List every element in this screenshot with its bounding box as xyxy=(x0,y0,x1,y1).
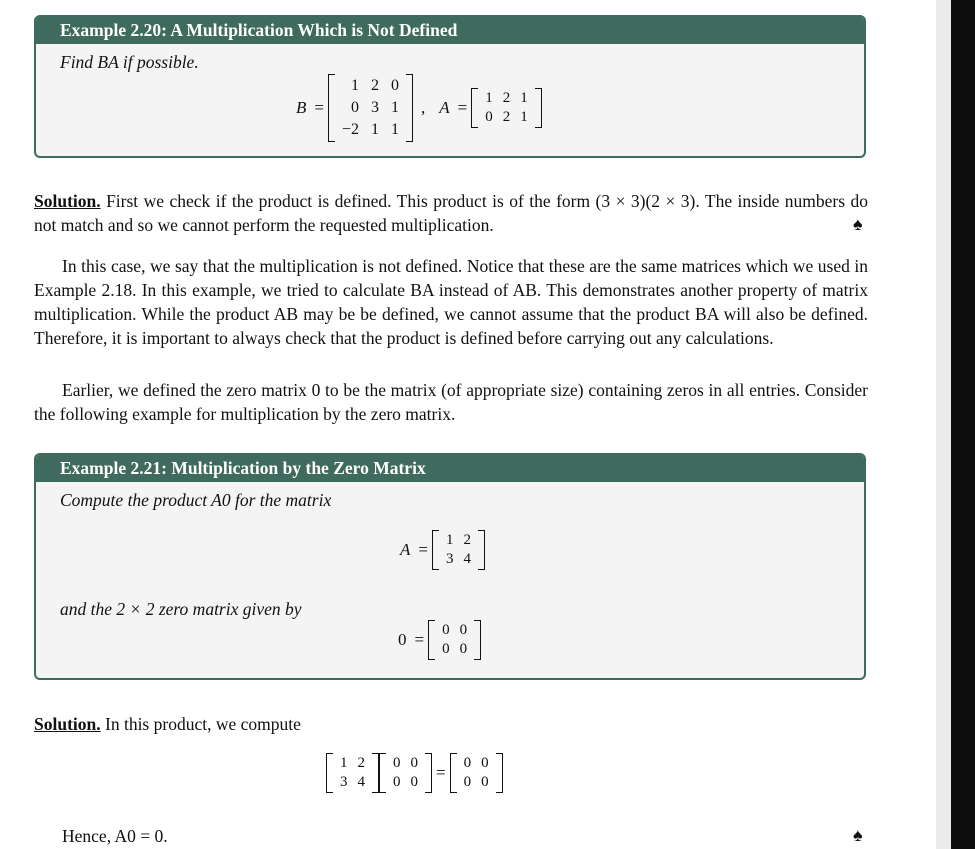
matrix-entry: 2 xyxy=(502,109,511,125)
example-2-20-equation xyxy=(290,74,542,142)
comma: , xyxy=(421,98,426,117)
matrix-a-label: A xyxy=(439,98,450,117)
paragraph-1: In this case, we say that the multiplication is not defined. Notice that these are the same matrices which we used in Example 2.18. In this example, we tried to calculate BA instead of AB. This demonstrates another property of matrix multiplication. While the product AB may be be defined, we cannot assume that the product BA will also be defined. Therefore, it is important to always check that the product is defined before carrying out any calculations. xyxy=(34,256,868,348)
equals-sign: = xyxy=(418,540,428,559)
matrix-entry: 0 xyxy=(351,99,360,116)
viewer-side-bar xyxy=(951,0,975,849)
matrix-entry: 1 xyxy=(520,109,528,125)
equals-sign: = xyxy=(314,98,324,117)
equals-sign: = xyxy=(414,630,425,649)
viewer-margin xyxy=(936,0,951,849)
matrix-a-equation xyxy=(394,530,485,570)
matrix-entry: 1 xyxy=(340,755,348,771)
matrix-middle xyxy=(379,753,432,793)
solution-1 xyxy=(34,189,868,237)
matrix-entry: 3 xyxy=(340,774,348,790)
example-2-20-title: Example 2.20: A Multiplication Which is Not Defined xyxy=(36,17,864,44)
matrix-entry: 2 xyxy=(357,755,365,771)
matrix-entry: 0 xyxy=(481,774,489,790)
equals-sign: = xyxy=(436,763,446,782)
example-2-21-prompt: Compute the product A0 for the matrix xyxy=(60,490,332,510)
matrix-result xyxy=(450,753,503,793)
matrix-entry: −2 xyxy=(341,121,360,138)
matrix-entry: 1 xyxy=(391,121,400,138)
matrix-entry: 2 xyxy=(463,532,471,548)
zero-matrix-label: 0 xyxy=(398,630,407,649)
matrix-entry: 3 xyxy=(445,551,454,567)
matrix-entry: 0 xyxy=(393,774,401,790)
matrix-entry: 2 xyxy=(502,90,511,106)
matrix-entry: 4 xyxy=(463,551,471,567)
example-2-20-box xyxy=(34,15,866,158)
product-equation xyxy=(326,753,503,793)
conclusion: Hence, A0 = 0. xyxy=(62,826,168,846)
matrix-entry: 0 xyxy=(410,774,418,790)
spade-icon: ♠ xyxy=(853,214,863,234)
matrix-entry: 1 xyxy=(520,90,528,106)
equals-sign: = xyxy=(457,98,468,117)
matrix-entry: 0 xyxy=(481,755,489,771)
matrix-entry: 0 xyxy=(391,77,400,94)
matrix-entry: 1 xyxy=(371,121,380,138)
matrix-entry: 0 xyxy=(485,109,493,125)
solution-1-text: First we check if the product is defined. This product is of the form (3 × 3)(2 × 3). The inside numbers do not match and so we cannot perform the requested multiplication. xyxy=(34,191,868,235)
matrix-b xyxy=(328,74,413,142)
example-2-21-box xyxy=(34,453,866,680)
matrix-entry: 1 xyxy=(351,77,360,94)
solution-2-label: Solution. xyxy=(34,714,101,734)
matrix-a xyxy=(432,530,485,570)
matrix-entry: 0 xyxy=(459,641,468,657)
example-2-21-title: Example 2.21: Multiplication by the Zero Matrix xyxy=(36,455,864,482)
spade-icon: ♠ xyxy=(853,825,863,845)
matrix-b-label: B xyxy=(296,98,307,117)
matrix-entry: 0 xyxy=(442,641,450,657)
matrix-a-label: A xyxy=(400,540,411,559)
matrix-entry: 0 xyxy=(459,622,468,638)
matrix-entry: 0 xyxy=(410,755,418,771)
matrix-entry: 0 xyxy=(442,622,450,638)
solution-2 xyxy=(34,712,868,736)
matrix-entry: 3 xyxy=(371,99,380,116)
matrix-entry: 0 xyxy=(463,774,472,790)
matrix-entry: 1 xyxy=(391,99,400,116)
matrix-entry: 4 xyxy=(357,774,365,790)
matrix-entry: 0 xyxy=(463,755,472,771)
matrix-entry: 1 xyxy=(485,90,493,106)
matrix-entry: 1 xyxy=(445,532,454,548)
matrix-entry: 0 xyxy=(393,755,401,771)
solution-1-label: Solution. xyxy=(34,191,101,211)
paragraph-2: Earlier, we defined the zero matrix 0 to be the matrix (of appropriate size) containing zeros in all entries. Consider the following example for multiplication by the zero matrix. xyxy=(34,380,868,424)
zero-matrix-equation xyxy=(392,620,481,660)
solution-2-text: In this product, we compute xyxy=(100,714,301,734)
example-2-20-prompt: Find BA if possible. xyxy=(60,52,199,72)
matrix-a xyxy=(471,88,542,128)
zero-matrix-prompt: and the 2 × 2 zero matrix given by xyxy=(60,599,302,619)
zero-matrix xyxy=(428,620,481,660)
matrix-entry: 2 xyxy=(371,77,380,94)
matrix-left xyxy=(326,753,379,793)
